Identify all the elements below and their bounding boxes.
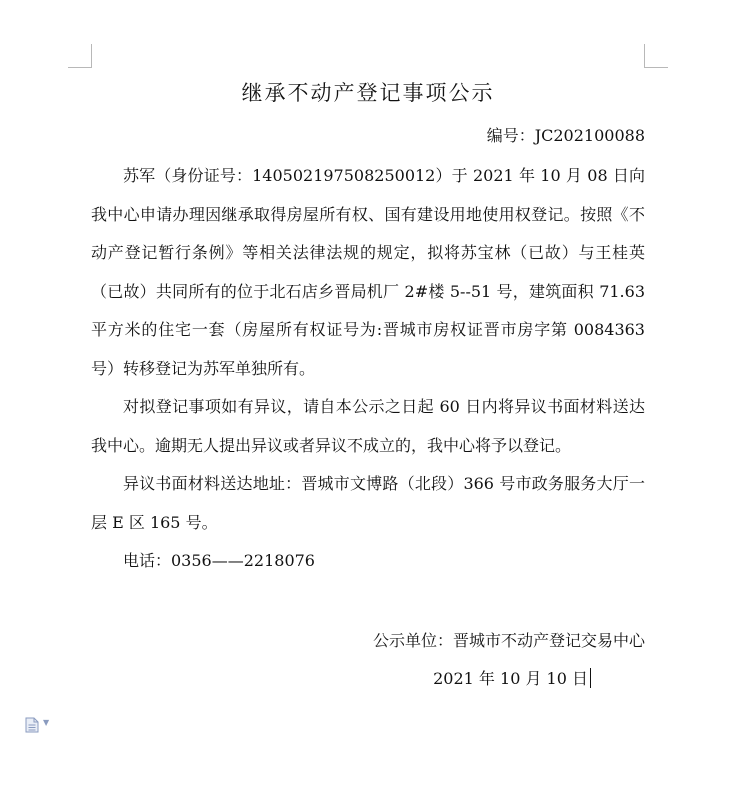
document-title: 继承不动产登记事项公示 [241,81,495,105]
signature-line: 公示单位：晋城市不动产登记交易中心 [372,630,645,650]
document-icon[interactable] [25,717,39,733]
paragraph-phone: 电话：0356——2218076 [123,551,315,570]
paragraph-objection: 对拟登记事项如有异议，请自本公示之日起 60 日内将异议书面材料送达我中心。逾期无人提出异议或者异议不成立的，我中心将予以登记。 [91,397,645,455]
serial-number: 编号：JC202100088 [486,126,645,145]
blank-line [91,581,645,622]
paragraph-applicant: 苏军（身份证号：140502197508250012）于 2021 年 10 月 08 日向我中心申请办理因继承取得房屋所有权、国有建设用地使用权登记。按照《不动产登记暂行条例》等相关法律法规的规定，拟将苏宝林（已故）与王桂英（已故）共同所有的位于北石店乡晋局机厂 2#楼 5--51 号，建筑面积 71.63 平方米的住宅一套（房屋所有权证号为:晋城市房权证晋市房字第 0084363 号）转移登记为苏军单独所有。 [91,166,645,378]
paragraph-address: 异议书面材料送达地址：晋城市文博路（北段）366 号市政务服务大厅一层 E 区 165 号。 [91,474,645,532]
caret-down-icon[interactable]: ▼ [43,718,50,727]
date-text: 2021 年 10 月 10 日 [433,668,588,688]
date-line [91,660,645,698]
document-body[interactable] [91,70,645,698]
text-cursor [590,668,591,688]
top-right-margin-mark [644,44,668,68]
top-left-margin-mark [68,44,92,68]
